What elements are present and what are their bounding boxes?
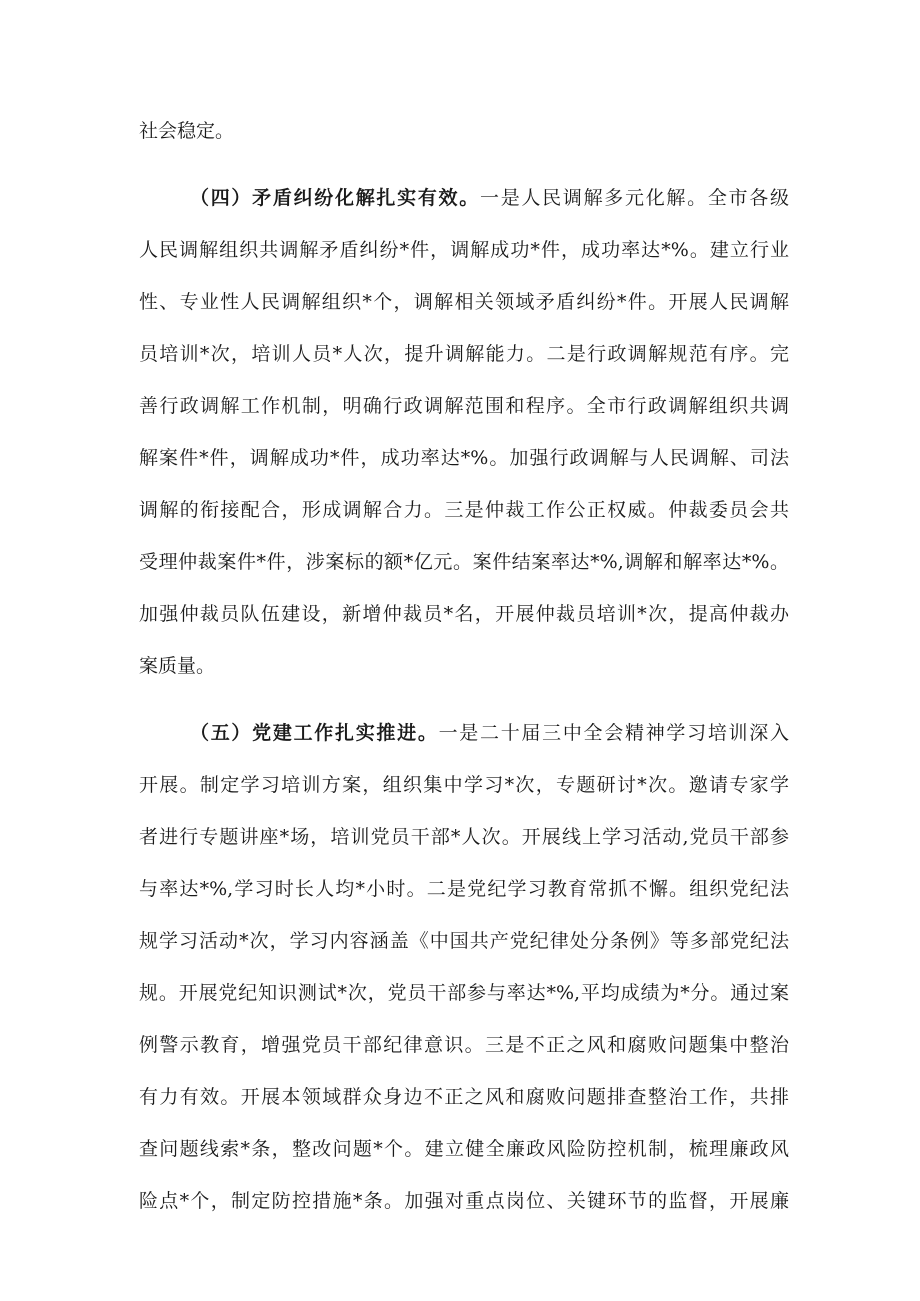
section-5-line: 开展。制定学习培训方案，组织集中学习*次，专题研讨*次。邀请专家学 [139, 774, 789, 796]
section-4-line: 性、专业性人民调解组织*个，调解相关领域矛盾纠纷*件。开展人民调解 [139, 291, 789, 313]
section-4-line: 受理仲裁案件*件，涉案标的额*亿元。案件结案率达*%,调解和解率达*%。 [139, 551, 789, 573]
paragraph-tail-line: 社会稳定。 [139, 120, 235, 142]
section-4-line: 调解的衔接配合，形成调解合力。三是仲裁工作公正权威。仲裁委员会共 [139, 499, 789, 521]
section-5-line: 规。开展党纪知识测试*次，党员干部参与率达*%,平均成绩为*分。通过案 [139, 982, 789, 1004]
section-4-line: 解案件*件，调解成功*件，成功率达*%。加强行政调解与人民调解、司法 [139, 447, 789, 469]
section-5-line: 查问题线索*条，整改问题*个。建立健全廉政风险防控机制，梳理廉政风 [139, 1138, 789, 1160]
section-5-line: 险点*个，制定防控措施*条。加强对重点岗位、关键环节的监督，开展廉 [139, 1190, 789, 1212]
section-5-line: 者进行专题讲座*场，培训党员干部*人次。开展线上学习活动,党员干部参 [139, 826, 789, 848]
section-4-line: 善行政调解工作机制，明确行政调解范围和程序。全市行政调解组织共调 [139, 395, 789, 417]
section-5-line: 有力有效。开展本领域群众身边不正之风和腐败问题排查整治工作，共排 [139, 1086, 789, 1108]
section-5-line: 例警示教育，增强党员干部纪律意识。三是不正之风和腐败问题集中整治 [139, 1034, 789, 1056]
section-4-line: 加强仲裁员队伍建设，新增仲裁员*名，开展仲裁员培训*次，提高仲裁办 [139, 603, 789, 625]
section-4-line: 案质量。 [139, 655, 216, 677]
section-5-first-line [190, 718, 789, 748]
section-4-line1-text: 一是人民调解多元化解。全市各级 [480, 187, 789, 209]
section-4-first-line [190, 183, 789, 213]
section-4-heading: （四）矛盾纠纷化解扎实有效。 [190, 187, 480, 209]
section-5-line1-text: 一是二十届三中全会精神学习培训深入 [438, 722, 789, 744]
section-4-line: 人民调解组织共调解矛盾纠纷*件，调解成功*件，成功率达*%。建立行业 [139, 239, 789, 261]
section-5-heading: （五）党建工作扎实推进。 [190, 722, 439, 744]
section-5-line: 规学习活动*次，学习内容涵盖《中国共产党纪律处分条例》等多部党纪法 [139, 930, 789, 952]
section-5-line: 与率达*%,学习时长人均*小时。二是党纪学习教育常抓不懈。组织党纪法 [139, 878, 789, 900]
section-4-line: 员培训*次，培训人员*人次，提升调解能力。二是行政调解规范有序。完 [139, 343, 789, 365]
